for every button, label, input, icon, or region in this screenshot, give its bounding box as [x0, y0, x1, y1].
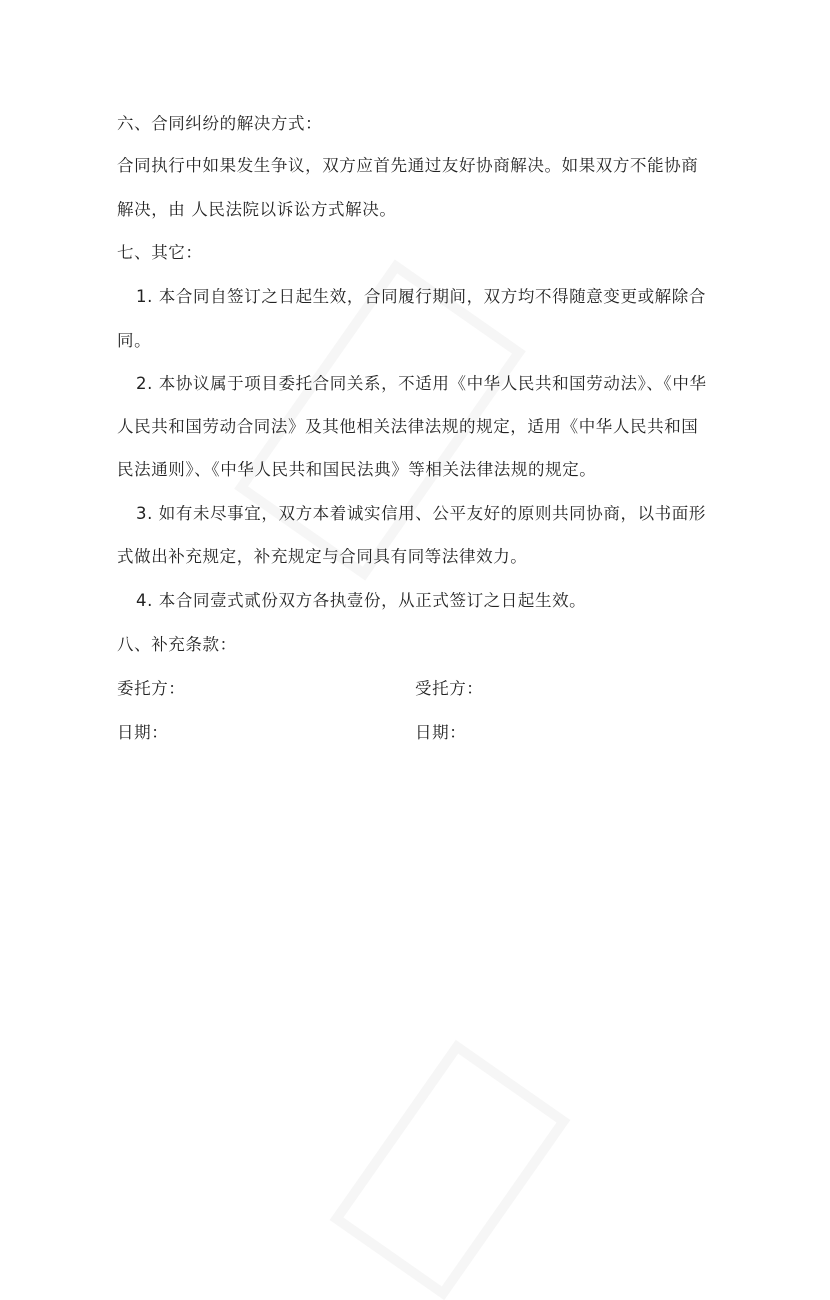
- clause-2: 2. 本协议属于项目委托合同关系，不适用《中华人民共和国劳动法》、《中华: [136, 374, 707, 393]
- clause-1: 1. 本合同自签订之日起生效，合同履行期间，双方均不得随意变更或解除合: [136, 287, 706, 306]
- client-label: 委托方：: [117, 679, 186, 698]
- section-six-body: 合同执行中如果发生争议，双方应首先通过友好协商解决。如果双方不能协商: [117, 156, 699, 175]
- clause-4: 4. 本合同壹式贰份双方各执壹份，从正式签订之日起生效。: [136, 591, 587, 610]
- clause-3: 3. 如有未尽事宜，双方本着诚实信用、公平友好的原则共同协商，以书面形: [136, 504, 706, 523]
- section-six-title: 六、合同纠纷的解决方式：: [117, 114, 323, 133]
- section-seven-title: 七、其它：: [117, 243, 203, 262]
- section-six-body: 解决，由 人民法院以诉讼方式解决。: [117, 200, 397, 219]
- clause-2: 民法通则》、《中华人民共和国民法典》等相关法律法规的规定。: [117, 460, 597, 479]
- clause-1: 同。: [117, 331, 152, 350]
- watermark: [330, 1040, 571, 1300]
- client-date-label: 日期：: [117, 723, 169, 742]
- contractor-date-label: 日期：: [415, 723, 467, 742]
- clause-2: 人民共和国劳动合同法》及其他相关法律法规的规定，适用《中华人民共和国: [117, 417, 699, 436]
- section-eight-title: 八、补充条款：: [117, 635, 237, 654]
- contractor-label: 受托方：: [415, 679, 484, 698]
- clause-3: 式做出补充规定，补充规定与合同具有同等法律效力。: [117, 547, 528, 566]
